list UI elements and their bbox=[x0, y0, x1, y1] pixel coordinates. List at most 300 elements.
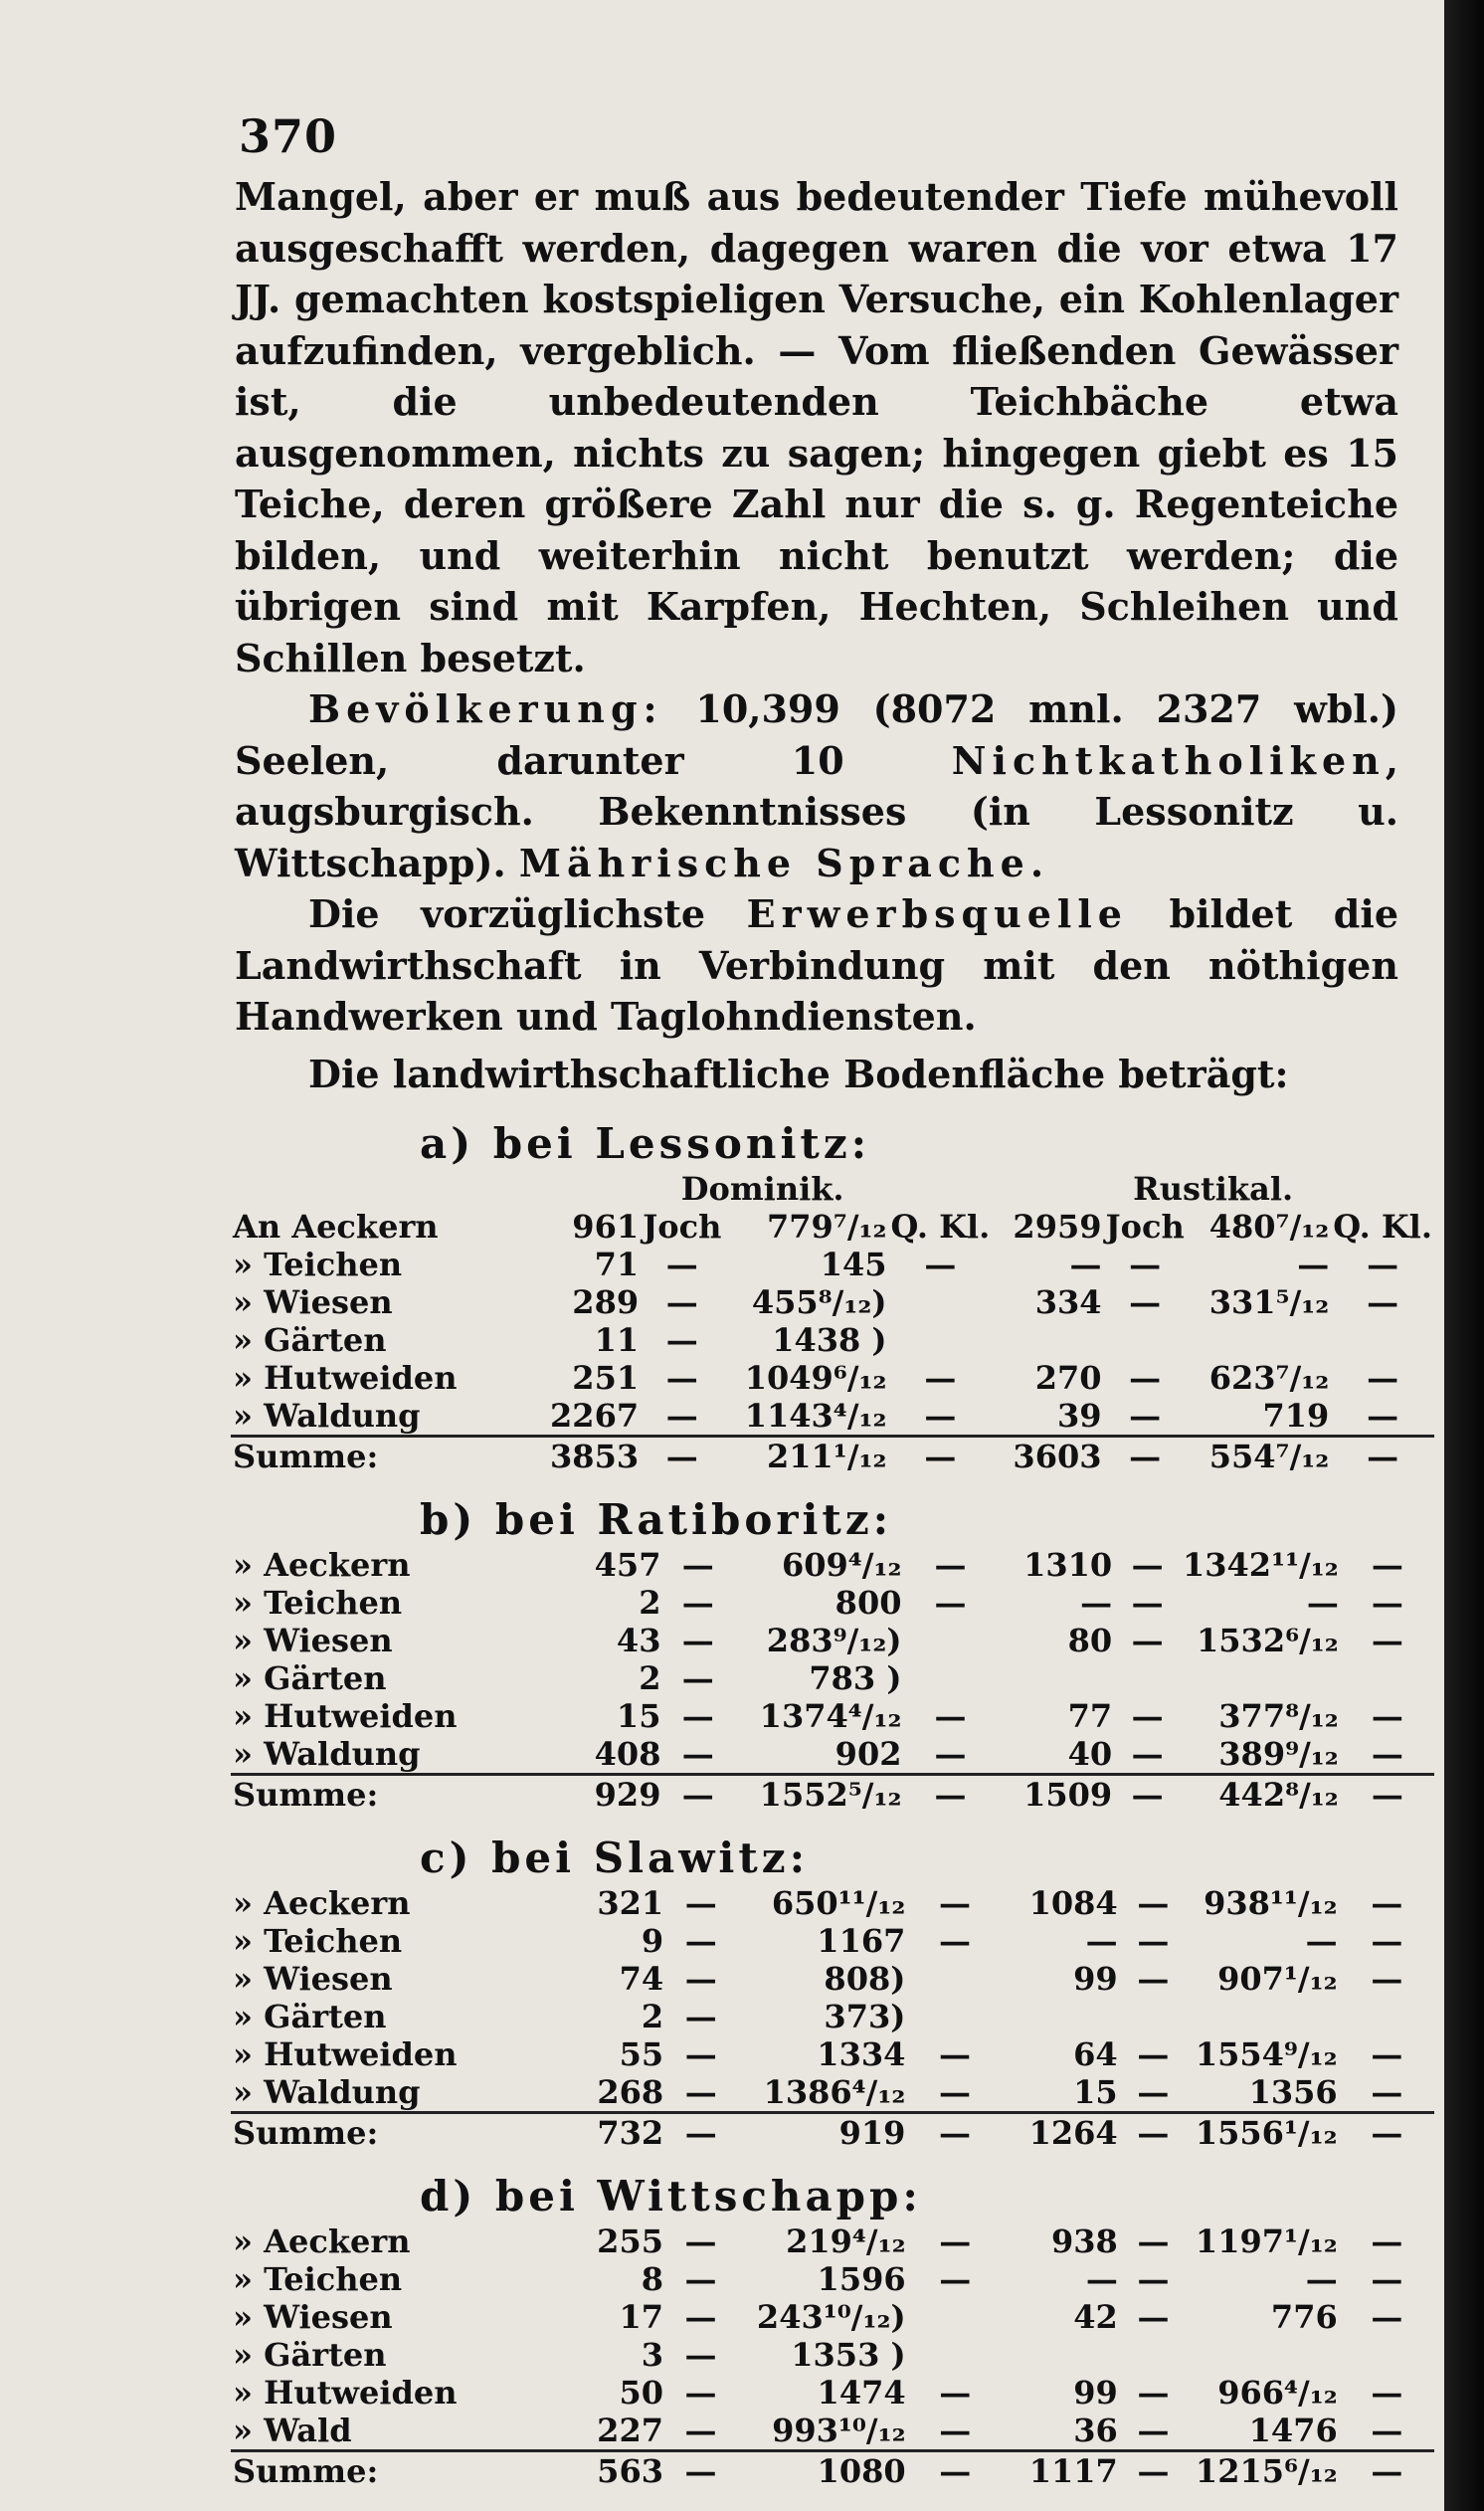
dominik-joch: 251 bbox=[572, 1359, 640, 1397]
unit-joch: — bbox=[641, 1437, 723, 1476]
dominik-klafter: 779⁷/₁₂ bbox=[767, 1208, 887, 1246]
land-table bbox=[231, 2222, 1434, 2490]
rustikal-joch bbox=[998, 1659, 1115, 1697]
unit-qkl bbox=[908, 2336, 1003, 2374]
land-table bbox=[231, 1546, 1434, 1814]
unit-qkl: — bbox=[939, 2260, 972, 2298]
rustikal-joch: 64 bbox=[1073, 2035, 1118, 2073]
rustikal-klafter: 907¹/₁₂ bbox=[1217, 1960, 1338, 1998]
row-label: » Teichen bbox=[233, 1584, 403, 1622]
dominik-joch: 43 bbox=[616, 1622, 661, 1659]
rustikal-joch: 334 bbox=[1034, 1283, 1102, 1321]
erwerb-post: bildet die Landwirthschaft in Verbindung mit den nöthigen Handwerken und Taglohndiensten. bbox=[235, 891, 1398, 1039]
rustikal-klafter: 1215⁶/₁₂ bbox=[1187, 2451, 1339, 2491]
unit-joch: — bbox=[681, 1584, 714, 1622]
header-dominik: Dominik. bbox=[680, 1170, 844, 1208]
dominik-joch: 255 bbox=[597, 2222, 663, 2260]
paragraph-intro: Die landwirthschaftliche Bodenfläche beträgt: bbox=[308, 1051, 1289, 1096]
rustikal-joch: 99 bbox=[1073, 1960, 1118, 1998]
erwerb-pre: Die vorzüglichste bbox=[308, 891, 747, 936]
rustikal-klafter: 1532⁶/₁₂ bbox=[1197, 1622, 1339, 1659]
dominik-klafter: 455⁸/₁₂) bbox=[751, 1283, 887, 1321]
unit-qkl: — bbox=[924, 1246, 957, 1283]
unit-qkl bbox=[1331, 1321, 1434, 1359]
dominik-klafter: 1143⁴/₁₂ bbox=[744, 1397, 887, 1435]
unit-qkl: — bbox=[924, 1397, 957, 1435]
dominik-joch: 17 bbox=[619, 2298, 663, 2336]
row-label: » Hutweiden bbox=[233, 1359, 458, 1397]
unit-qkl: — bbox=[1371, 2298, 1403, 2336]
unit-joch: — bbox=[1129, 1283, 1162, 1321]
unit-joch: — bbox=[681, 1735, 714, 1773]
unit-qkl: — bbox=[1371, 1622, 1403, 1659]
rustikal-joch: 3603 bbox=[992, 1437, 1103, 1476]
table-row bbox=[231, 1960, 1434, 1998]
unit-qkl: — bbox=[934, 1735, 967, 1773]
rustikal-klafter: 1356 bbox=[1248, 2073, 1338, 2111]
unit-qkl: — bbox=[1371, 2260, 1403, 2298]
unit-qkl: — bbox=[889, 1437, 993, 1476]
dominik-joch: 961 bbox=[572, 1208, 640, 1246]
dominik-klafter: 243¹⁰/₁₂) bbox=[756, 2298, 906, 2336]
rustikal-joch bbox=[1003, 2336, 1120, 2374]
unit-joch: Joch bbox=[1105, 1208, 1185, 1246]
rustikal-klafter: 966⁴/₁₂ bbox=[1217, 2374, 1338, 2412]
table-row bbox=[231, 1922, 1434, 1960]
unit-qkl: — bbox=[934, 1697, 967, 1735]
dominik-klafter: 1049⁶/₁₂ bbox=[744, 1359, 887, 1397]
table-row bbox=[231, 1584, 1434, 1622]
row-label: » Wiesen bbox=[233, 1622, 393, 1659]
rustikal-joch: — bbox=[1080, 1584, 1113, 1622]
rustikal-klafter: 1197¹/₁₂ bbox=[1195, 2222, 1338, 2260]
unit-qkl: — bbox=[1371, 2222, 1403, 2260]
rustikal-joch: 42 bbox=[1073, 2298, 1118, 2336]
unit-qkl bbox=[907, 1960, 1002, 1998]
unit-joch: — bbox=[684, 1922, 717, 1960]
rustikal-joch: 1509 bbox=[998, 1775, 1115, 1815]
table-row bbox=[231, 2336, 1434, 2374]
population-text: 10,399 (8072 mnl. 2327 wbl.) Seelen, darunter 10 bbox=[235, 686, 1399, 783]
erwerb-word: Erwerbsquelle bbox=[746, 891, 1128, 936]
row-label: » Waldung bbox=[233, 1397, 421, 1435]
header-spacer bbox=[231, 1170, 533, 1208]
rustikal-klafter bbox=[1181, 1659, 1341, 1697]
unit-qkl: — bbox=[1371, 1960, 1403, 1998]
unit-qkl: — bbox=[934, 1584, 967, 1622]
unit-joch: — bbox=[1129, 1397, 1162, 1435]
unit-qkl: — bbox=[1367, 1246, 1399, 1283]
row-label: » Waldung bbox=[233, 2073, 421, 2111]
unit-joch: — bbox=[1137, 1922, 1170, 1960]
dominik-joch: 268 bbox=[597, 2073, 664, 2111]
unit-joch: — bbox=[1137, 1884, 1170, 1922]
rustikal-klafter bbox=[1187, 1321, 1332, 1359]
unit-joch bbox=[1114, 1659, 1181, 1697]
table-row bbox=[231, 2412, 1434, 2451]
row-label: » Teichen bbox=[233, 1246, 403, 1283]
rustikal-klafter: — bbox=[1297, 1246, 1330, 1283]
unit-joch: — bbox=[1137, 2298, 1170, 2336]
dominik-joch: 2 bbox=[639, 1659, 661, 1697]
dominik-klafter: 219⁴/₁₂ bbox=[786, 2222, 906, 2260]
table-row bbox=[231, 1283, 1434, 1321]
dominik-klafter: 808) bbox=[824, 1960, 906, 1998]
rustikal-joch: — bbox=[1069, 1246, 1102, 1283]
unit-qkl: — bbox=[1371, 1697, 1403, 1735]
table-row bbox=[231, 2298, 1434, 2336]
dominik-klafter: 1552⁵/₁₂ bbox=[733, 1775, 904, 1815]
unit-qkl bbox=[907, 1998, 1002, 2035]
table-row bbox=[231, 2260, 1434, 2298]
section-title: b) bei Ratiboritz: bbox=[420, 1495, 893, 1544]
unit-qkl bbox=[1340, 2336, 1434, 2374]
unit-qkl: — bbox=[1340, 2113, 1434, 2153]
dominik-klafter: 783 ) bbox=[809, 1659, 902, 1697]
row-label: Summe: bbox=[231, 2113, 555, 2153]
dominik-joch: 3 bbox=[641, 2336, 663, 2374]
unit-qkl: — bbox=[1367, 1359, 1399, 1397]
unit-joch: — bbox=[665, 1321, 698, 1359]
population-text2: , augsburgisch. Bekenntnisses (in Lessonitz u. Wittschapp). bbox=[235, 737, 1398, 885]
sum-row bbox=[231, 2451, 1434, 2491]
unit-joch: — bbox=[665, 1397, 698, 1435]
table-row bbox=[231, 1246, 1434, 1283]
dominik-joch: 2267 bbox=[550, 1397, 640, 1435]
population-nichtkath: Nichtkatholiken bbox=[951, 737, 1386, 783]
dominik-joch: 74 bbox=[619, 1960, 664, 1998]
unit-joch: — bbox=[1137, 2374, 1170, 2412]
rustikal-klafter: 719 bbox=[1262, 1397, 1330, 1435]
rustikal-klafter: 331⁵/₁₂ bbox=[1208, 1283, 1330, 1321]
population-label: Bevölkerung: bbox=[308, 686, 663, 731]
unit-joch: — bbox=[1137, 1960, 1170, 1998]
unit-joch: — bbox=[1103, 1437, 1186, 1476]
unit-joch: — bbox=[684, 1960, 717, 1998]
table-row bbox=[231, 1359, 1434, 1397]
row-label: » Aeckern bbox=[233, 1546, 411, 1584]
table-row bbox=[231, 2035, 1434, 2073]
unit-qkl: — bbox=[1340, 2451, 1434, 2491]
dominik-joch: 929 bbox=[553, 1775, 662, 1815]
header-rustikal: Rustikal. bbox=[1133, 1170, 1294, 1208]
unit-qkl: — bbox=[1371, 2374, 1403, 2412]
row-label: Summe: bbox=[231, 2451, 555, 2491]
rustikal-klafter: 1554⁹/₁₂ bbox=[1195, 2035, 1338, 2073]
dominik-klafter: 283⁹/₁₂) bbox=[766, 1622, 902, 1659]
page-text bbox=[233, 109, 1432, 2490]
rustikal-joch: 2959 bbox=[1013, 1208, 1102, 1246]
unit-joch: — bbox=[1114, 1775, 1181, 1815]
rustikal-klafter: 442⁸/₁₂ bbox=[1181, 1775, 1341, 1815]
table-row bbox=[231, 2374, 1434, 2412]
row-label: » Aeckern bbox=[233, 1884, 411, 1922]
unit-qkl bbox=[908, 2298, 1003, 2336]
unit-joch: — bbox=[1131, 1546, 1164, 1584]
rustikal-joch bbox=[992, 1321, 1103, 1359]
rustikal-joch: 1117 bbox=[1003, 2451, 1120, 2491]
unit-qkl: — bbox=[1371, 1584, 1403, 1622]
rustikal-joch: 1264 bbox=[1003, 2113, 1120, 2153]
dominik-joch: 11 bbox=[594, 1321, 640, 1359]
rustikal-joch: 1310 bbox=[1023, 1546, 1113, 1584]
rustikal-klafter: 377⁸/₁₂ bbox=[1218, 1697, 1339, 1735]
unit-qkl bbox=[889, 1283, 993, 1321]
population-language: Mährische Sprache. bbox=[518, 840, 1050, 885]
unit-qkl: — bbox=[1371, 2035, 1403, 2073]
unit-qkl: — bbox=[903, 1775, 997, 1815]
dominik-joch: 289 bbox=[572, 1283, 640, 1321]
unit-qkl: — bbox=[1371, 2073, 1403, 2111]
dominik-joch: 2 bbox=[641, 1998, 664, 2035]
unit-joch: — bbox=[681, 1622, 714, 1659]
dominik-joch: 732 bbox=[555, 2113, 665, 2153]
table-row bbox=[231, 1697, 1434, 1735]
unit-qkl bbox=[903, 1659, 997, 1697]
dominik-klafter: 1596 bbox=[817, 2260, 906, 2298]
unit-qkl: — bbox=[908, 2451, 1003, 2491]
table-row bbox=[231, 1622, 1434, 1659]
dominik-joch: 50 bbox=[619, 2374, 663, 2412]
rustikal-klafter: 1476 bbox=[1248, 2412, 1338, 2449]
sum-row bbox=[231, 2113, 1434, 2153]
dominik-klafter: 145 bbox=[820, 1246, 887, 1283]
land-distribution bbox=[233, 1119, 1432, 2490]
dominik-joch: 71 bbox=[594, 1246, 640, 1283]
row-label: » Wiesen bbox=[233, 1960, 393, 1998]
unit-joch: — bbox=[1131, 1622, 1164, 1659]
rustikal-klafter: 776 bbox=[1270, 2298, 1338, 2336]
rustikal-klafter: 480⁷/₁₂ bbox=[1208, 1208, 1330, 1246]
unit-joch: — bbox=[684, 1998, 717, 2035]
dominik-joch: 457 bbox=[594, 1546, 661, 1584]
unit-joch: — bbox=[1131, 1697, 1164, 1735]
dominik-klafter: 919 bbox=[736, 2113, 907, 2153]
paragraph-water: Mangel, aber er muß aus bedeutender Tiefe mühevoll ausgeschafft werden, dagegen waren die vor etwa 17 JJ. gemachten kostspieligen Versuche, ein Kohlenlager aufzufinden, vergeblich. — Vom fließenden Gewässer ist, die unbedeutenden Teichbäche etwa ausgenommen, nichts zu sagen; hingegen giebt es 15 Teiche, deren größere Zahl nur die s. g. Regenteiche bilden, und weiterhin nicht benutzt werden; die übrigen sind mit Karpfen, Hechten, Schleihen und Schillen besetzt. bbox=[235, 174, 1398, 680]
dominik-joch: 227 bbox=[597, 2412, 663, 2449]
unit-joch: — bbox=[665, 1246, 698, 1283]
rustikal-joch: 938 bbox=[1051, 2222, 1118, 2260]
unit-qkl bbox=[903, 1622, 997, 1659]
sum-row bbox=[231, 1437, 1434, 1476]
unit-joch: — bbox=[1137, 2035, 1170, 2073]
dominik-joch: 408 bbox=[594, 1735, 661, 1773]
rustikal-klafter: — bbox=[1305, 1922, 1338, 1960]
sum-row bbox=[231, 1775, 1434, 1815]
column-header-row bbox=[231, 1170, 1434, 1208]
dominik-joch: 321 bbox=[597, 1884, 664, 1922]
table-row bbox=[231, 2222, 1434, 2260]
unit-joch: — bbox=[681, 1659, 714, 1697]
unit-qkl: — bbox=[1367, 1283, 1399, 1321]
dominik-klafter: 800 bbox=[835, 1584, 902, 1622]
unit-qkl bbox=[1340, 1998, 1434, 2035]
unit-joch: — bbox=[665, 2113, 736, 2153]
section-title: c) bei Slawitz: bbox=[420, 1834, 810, 1882]
unit-qkl: Q. Kl. bbox=[890, 1208, 991, 1246]
unit-joch: — bbox=[1137, 2222, 1170, 2260]
row-label: » Hutweiden bbox=[233, 1697, 458, 1735]
rustikal-joch: — bbox=[1085, 2260, 1118, 2298]
unit-joch: — bbox=[1131, 1584, 1164, 1622]
table-row bbox=[231, 2073, 1434, 2113]
table-row bbox=[231, 1998, 1434, 2035]
unit-joch: — bbox=[684, 2336, 717, 2374]
unit-joch bbox=[1120, 1998, 1188, 2035]
rustikal-klafter: 623⁷/₁₂ bbox=[1208, 1359, 1330, 1397]
unit-joch: — bbox=[684, 2412, 717, 2449]
unit-joch: — bbox=[1131, 1735, 1164, 1773]
unit-qkl: — bbox=[939, 1922, 971, 1960]
unit-joch: — bbox=[684, 2035, 717, 2073]
row-label: » Waldung bbox=[233, 1735, 421, 1773]
dominik-klafter: 1438 ) bbox=[772, 1321, 887, 1359]
unit-joch: — bbox=[681, 1697, 714, 1735]
paragraph-erwerb bbox=[235, 888, 1398, 1043]
land-table bbox=[231, 1170, 1434, 1475]
rustikal-joch: 39 bbox=[1056, 1397, 1102, 1435]
dominik-joch: 3853 bbox=[533, 1437, 641, 1476]
rustikal-klafter: 554⁷/₁₂ bbox=[1187, 1437, 1332, 1476]
dominik-klafter: 1334 bbox=[817, 2035, 906, 2073]
unit-qkl: — bbox=[1371, 1922, 1403, 1960]
unit-joch: — bbox=[1137, 2073, 1170, 2111]
rustikal-klafter: 938¹¹/₁₂ bbox=[1204, 1884, 1338, 1922]
dominik-klafter: 1080 bbox=[736, 2451, 907, 2491]
table-row bbox=[231, 1735, 1434, 1775]
paragraph-population bbox=[235, 683, 1398, 888]
row-label: » Gärten bbox=[233, 1659, 387, 1697]
row-label: » Aeckern bbox=[233, 2222, 411, 2260]
row-label: » Teichen bbox=[233, 1922, 403, 1960]
dominik-klafter: 1474 bbox=[817, 2374, 906, 2412]
row-label: » Teichen bbox=[233, 2260, 403, 2298]
unit-joch: — bbox=[684, 2073, 717, 2111]
page-number: 370 bbox=[239, 109, 338, 163]
unit-qkl: — bbox=[1371, 1546, 1403, 1584]
table-row bbox=[231, 1321, 1434, 1359]
rustikal-joch: 15 bbox=[1073, 2073, 1118, 2111]
unit-joch: — bbox=[684, 2374, 717, 2412]
unit-qkl: — bbox=[1367, 1397, 1399, 1435]
row-label: » Wald bbox=[233, 2412, 352, 2449]
rustikal-joch: — bbox=[1085, 1922, 1118, 1960]
rustikal-klafter bbox=[1187, 2336, 1339, 2374]
unit-qkl: — bbox=[939, 2374, 972, 2412]
dominik-klafter: 650¹¹/₁₂ bbox=[771, 1884, 906, 1922]
rustikal-klafter: 1556¹/₁₂ bbox=[1187, 2113, 1339, 2153]
rustikal-klafter: — bbox=[1305, 2260, 1338, 2298]
dominik-klafter: 609⁴/₁₂ bbox=[781, 1546, 902, 1584]
unit-qkl: — bbox=[1341, 1775, 1434, 1815]
dominik-klafter: 993¹⁰/₁₂ bbox=[772, 2412, 906, 2449]
dominik-klafter: 1386⁴/₁₂ bbox=[763, 2073, 906, 2111]
dominik-klafter: 373) bbox=[824, 1998, 906, 2035]
unit-qkl: — bbox=[934, 1546, 967, 1584]
unit-joch: — bbox=[665, 1359, 698, 1397]
unit-qkl: — bbox=[939, 2222, 972, 2260]
row-label: » Wiesen bbox=[233, 1283, 393, 1321]
row-label: » Gärten bbox=[233, 1321, 387, 1359]
row-label: » Wiesen bbox=[233, 2298, 393, 2336]
dominik-joch: 2 bbox=[639, 1584, 661, 1622]
unit-joch: — bbox=[684, 2298, 717, 2336]
book-edge bbox=[1444, 0, 1484, 2511]
unit-joch: — bbox=[1129, 1246, 1162, 1283]
row-label: » Gärten bbox=[233, 2336, 387, 2374]
unit-qkl: — bbox=[939, 1884, 971, 1922]
unit-qkl: Q. Kl. bbox=[1333, 1208, 1432, 1246]
dominik-klafter: 211¹/₁₂ bbox=[723, 1437, 888, 1476]
unit-qkl: — bbox=[1371, 2412, 1403, 2449]
unit-joch: — bbox=[1137, 2412, 1170, 2449]
row-label: Summe: bbox=[231, 1775, 553, 1815]
section-title: a) bei Lessonitz: bbox=[420, 1119, 871, 1168]
table-row bbox=[231, 1397, 1434, 1437]
dominik-klafter: 1374⁴/₁₂ bbox=[759, 1697, 902, 1735]
rustikal-joch bbox=[1003, 1998, 1120, 2035]
rustikal-klafter: 1342¹¹/₁₂ bbox=[1183, 1546, 1339, 1584]
rustikal-klafter bbox=[1187, 1998, 1339, 2035]
dominik-joch: 55 bbox=[619, 2035, 664, 2073]
rustikal-joch: 80 bbox=[1067, 1622, 1113, 1659]
rustikal-joch: 40 bbox=[1067, 1735, 1113, 1773]
unit-qkl: — bbox=[1331, 1437, 1434, 1476]
unit-joch: — bbox=[681, 1546, 714, 1584]
unit-joch: — bbox=[665, 1283, 698, 1321]
unit-joch: — bbox=[1129, 1359, 1162, 1397]
unit-joch: — bbox=[665, 2451, 736, 2491]
unit-joch: — bbox=[1120, 2113, 1188, 2153]
unit-joch: — bbox=[684, 2222, 717, 2260]
unit-qkl: — bbox=[939, 2412, 972, 2449]
rustikal-joch: 99 bbox=[1073, 2374, 1118, 2412]
land-table bbox=[231, 1884, 1434, 2152]
table-row bbox=[231, 1659, 1434, 1697]
table-row bbox=[231, 1884, 1434, 1922]
unit-joch bbox=[1120, 2336, 1187, 2374]
rustikal-joch: 1084 bbox=[1028, 1884, 1118, 1922]
unit-joch: — bbox=[684, 1884, 717, 1922]
row-label: » Hutweiden bbox=[233, 2035, 458, 2073]
unit-qkl bbox=[1341, 1659, 1434, 1697]
unit-qkl: — bbox=[1371, 1884, 1403, 1922]
rustikal-joch: 77 bbox=[1067, 1697, 1113, 1735]
dominik-klafter: 902 bbox=[835, 1735, 902, 1773]
dominik-joch: 15 bbox=[616, 1697, 661, 1735]
table-row bbox=[231, 1208, 1434, 1246]
rustikal-klafter: 389⁹/₁₂ bbox=[1218, 1735, 1339, 1773]
row-label: An Aeckern bbox=[233, 1208, 439, 1246]
dominik-joch: 8 bbox=[641, 2260, 663, 2298]
unit-qkl: — bbox=[1371, 1735, 1403, 1773]
unit-joch: — bbox=[1137, 2260, 1170, 2298]
dominik-joch: 9 bbox=[641, 1922, 664, 1960]
unit-joch bbox=[1103, 1321, 1186, 1359]
unit-qkl: — bbox=[939, 2035, 971, 2073]
rustikal-joch: 270 bbox=[1034, 1359, 1102, 1397]
unit-joch: — bbox=[684, 2260, 717, 2298]
rustikal-klafter: — bbox=[1306, 1584, 1339, 1622]
dominik-klafter: 1167 bbox=[817, 1922, 906, 1960]
unit-qkl: — bbox=[907, 2113, 1002, 2153]
unit-joch: — bbox=[662, 1775, 733, 1815]
row-label: » Gärten bbox=[233, 1998, 387, 2035]
unit-qkl bbox=[889, 1321, 993, 1359]
unit-joch: Joch bbox=[643, 1208, 722, 1246]
unit-qkl: — bbox=[924, 1359, 957, 1397]
unit-joch: — bbox=[1120, 2451, 1187, 2491]
